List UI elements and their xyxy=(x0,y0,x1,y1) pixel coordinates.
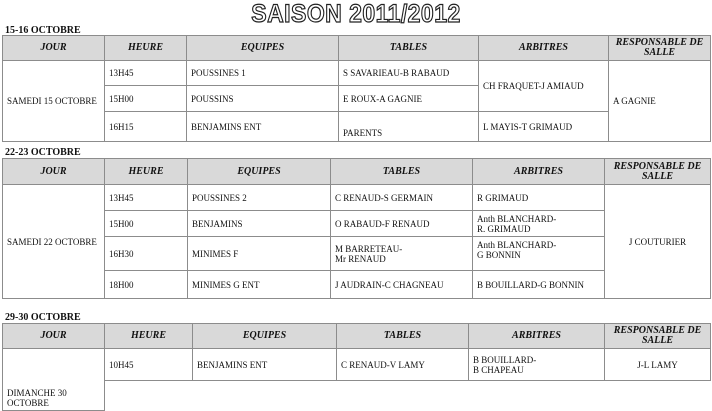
heure-cell: 15H00 xyxy=(105,86,187,112)
table-header xyxy=(3,36,711,61)
table-row xyxy=(3,112,711,142)
week-label-1: 15-16 OCTOBRE xyxy=(5,25,81,36)
equipe-cell: POUSSINES 1 xyxy=(187,61,339,86)
table-row xyxy=(3,61,711,86)
equipe-cell: BENJAMINS ENT xyxy=(187,112,339,142)
equipe-cell: BENJAMINS ENT xyxy=(193,349,337,381)
table-row xyxy=(3,185,711,211)
header-jour: JOUR xyxy=(3,36,105,61)
arbitres-line: B BOUILLARD- xyxy=(473,354,537,365)
arbitres-cell xyxy=(473,185,605,211)
arbitres-line: R. GRIMAUD xyxy=(477,223,531,234)
header-equipes: EQUIPES xyxy=(188,159,331,185)
heure-cell: 15H00 xyxy=(105,211,188,237)
header-responsable: RESPONSABLE DE SALLE xyxy=(605,324,711,349)
tables-cell: C RENAUD-V LAMY xyxy=(337,349,469,381)
day-cell: SAMEDI 15 OCTOBRE xyxy=(3,61,105,142)
header-arbitres: ARBITRES xyxy=(473,159,605,185)
table-row xyxy=(3,237,711,271)
responsable-cell: J-L LAMY xyxy=(605,349,711,381)
tables-cell: E ROUX-A GAGNIE xyxy=(339,86,479,112)
equipe-cell: MINIMES F xyxy=(188,237,331,271)
page-title: SAISON 2011/2012 xyxy=(251,0,461,28)
arbitres-cell xyxy=(473,211,605,237)
table-row xyxy=(3,349,711,381)
tables-cell: PARENTS xyxy=(339,112,479,142)
heure-cell: 13H45 xyxy=(105,61,187,86)
schedule-table-2 xyxy=(2,158,711,299)
equipe-cell: MINIMES G ENT xyxy=(188,271,331,299)
heure-cell: 18H00 xyxy=(105,271,188,299)
heure-cell: 16H15 xyxy=(105,112,187,142)
day-cell: SAMEDI 22 OCTOBRE xyxy=(3,185,105,299)
tables-cell xyxy=(331,237,473,271)
tables-line: Mr RENAUD xyxy=(335,253,386,264)
table-header xyxy=(3,159,711,185)
schedule-table-3 xyxy=(2,323,711,411)
header-equipes: EQUIPES xyxy=(187,36,339,61)
week-label-3: 29-30 OCTOBRE xyxy=(5,312,81,323)
week-label-2: 22-23 OCTOBRE xyxy=(5,147,81,158)
header-arbitres: ARBITRES xyxy=(479,36,609,61)
table-row xyxy=(3,211,711,237)
table-row xyxy=(3,271,711,299)
header-jour: JOUR xyxy=(3,159,105,185)
tables-cell: C RENAUD-S GERMAIN xyxy=(331,185,473,211)
header-heure: HEURE xyxy=(105,159,188,185)
tables-line: M BARRETEAU- xyxy=(335,243,403,254)
arbitres-line: Anth BLANCHARD- xyxy=(477,240,557,250)
responsable-cell: A GAGNIE xyxy=(609,61,711,142)
header-tables: TABLES xyxy=(337,324,469,349)
arbitres-line: Anth BLANCHARD- xyxy=(477,213,557,224)
header-jour: JOUR xyxy=(3,324,105,349)
equipe-cell: BENJAMINS xyxy=(188,211,331,237)
equipe-cell: POUSSINES 2 xyxy=(188,185,331,211)
arbitres-line: R GRIMAUD xyxy=(477,192,529,203)
header-tables: TABLES xyxy=(339,36,479,61)
arbitres-cell: L MAYIS-T GRIMAUD xyxy=(479,112,609,142)
tables-cell: J AUDRAIN-C CHAGNEAU xyxy=(331,271,473,299)
arbitres-line: G BONNIN xyxy=(477,250,521,260)
header-equipes: EQUIPES xyxy=(193,324,337,349)
header-heure: HEURE xyxy=(105,36,187,61)
tables-cell: S SAVARIEAU-B RABAUD xyxy=(339,61,479,86)
header-responsable: RESPONSABLE DE SALLE xyxy=(609,36,711,61)
heure-cell: 13H45 xyxy=(105,185,188,211)
header-heure: HEURE xyxy=(105,324,193,349)
day-cell: DIMANCHE 30 OCTOBRE xyxy=(3,349,105,411)
table-header xyxy=(3,324,711,349)
arbitres-cell xyxy=(473,237,605,271)
arbitres-cell: B BOUILLARD-G BONNIN xyxy=(473,271,605,299)
heure-cell: 10H45 xyxy=(105,349,193,381)
equipe-cell: POUSSINS xyxy=(187,86,339,112)
empty-cell xyxy=(105,381,711,411)
responsable-cell: J COUTURIER xyxy=(605,185,711,299)
arbitres-cell xyxy=(469,349,605,381)
table-row xyxy=(3,381,711,411)
heure-cell: 16H30 xyxy=(105,237,188,271)
header-responsable: RESPONSABLE DE SALLE xyxy=(605,159,711,185)
tables-cell: O RABAUD-F RENAUD xyxy=(331,211,473,237)
header-tables: TABLES xyxy=(331,159,473,185)
schedule-table-1 xyxy=(2,35,711,142)
arbitres-cell: CH FRAQUET-J AMIAUD xyxy=(479,61,609,112)
arbitres-line: B CHAPEAU xyxy=(473,364,524,375)
header-arbitres: ARBITRES xyxy=(469,324,605,349)
